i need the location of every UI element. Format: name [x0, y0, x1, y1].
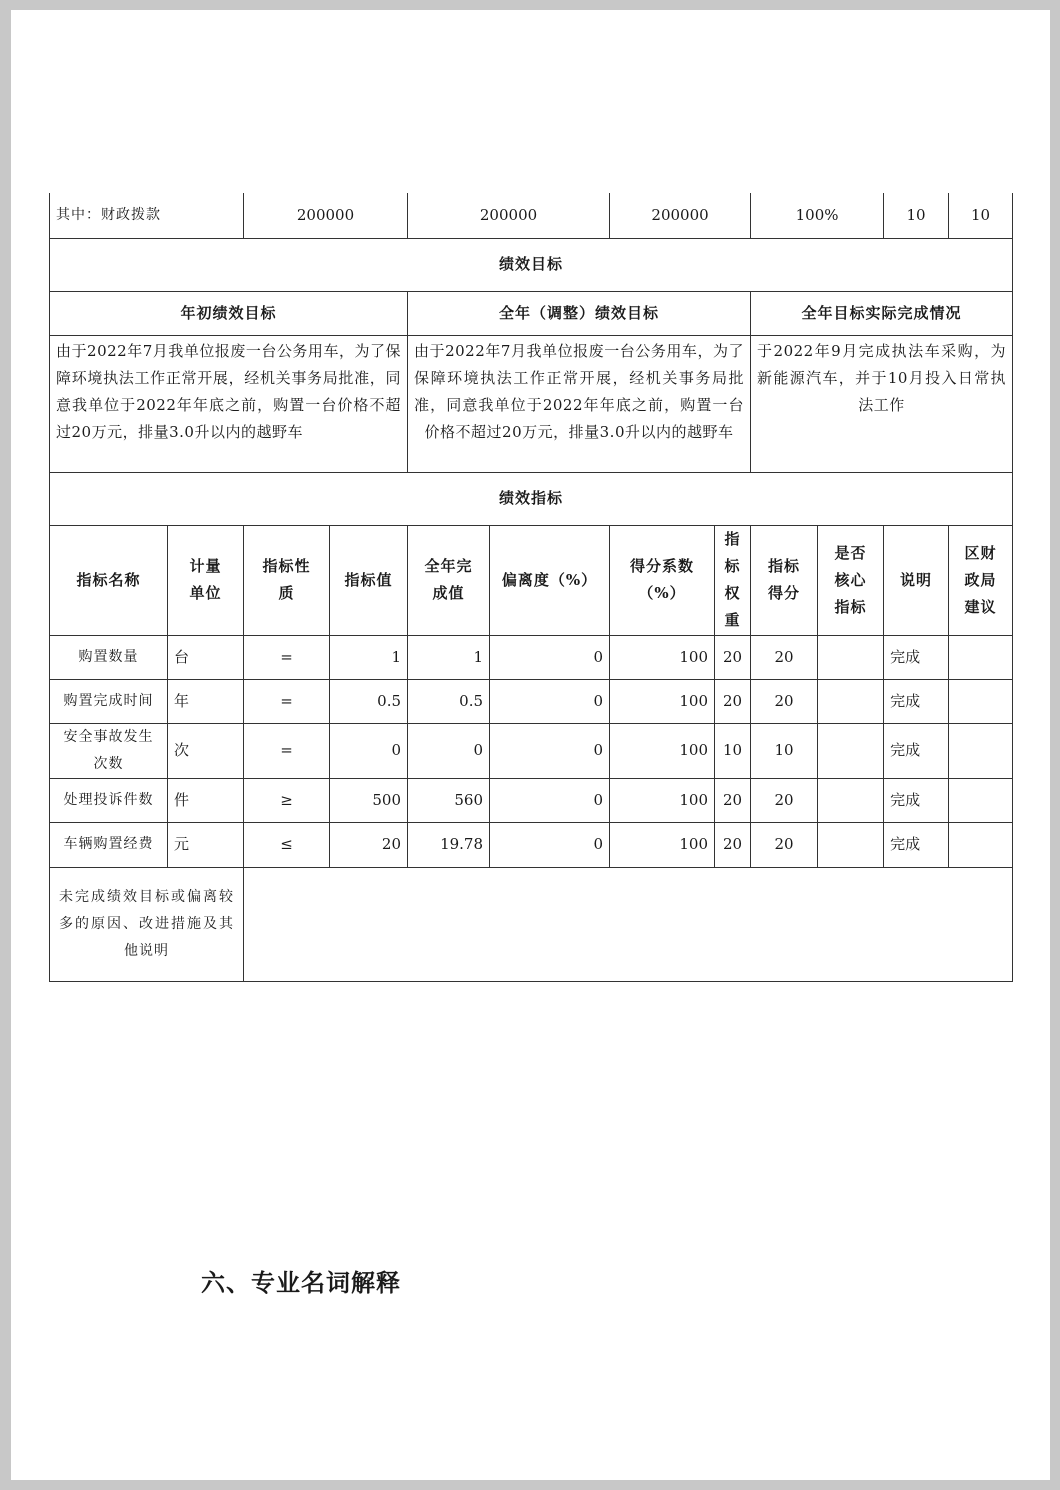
indicator-header-row	[50, 525, 1013, 635]
indicator-core	[818, 778, 884, 822]
indicator-unit: 年	[168, 679, 244, 723]
header-advice: 区财政局建议	[949, 525, 1013, 635]
indicator-actual: 0.5	[408, 679, 490, 723]
indicator-advice	[949, 778, 1013, 822]
header-target: 指标值	[330, 525, 408, 635]
indicator-target: 0.5	[330, 679, 408, 723]
indicator-advice	[949, 723, 1013, 778]
header-unit: 计量单位	[168, 525, 244, 635]
indicator-target: 0	[330, 723, 408, 778]
header-indicator-name: 指标名称	[50, 525, 168, 635]
indicator-weight: 20	[715, 778, 751, 822]
header-nature: 指标性质	[244, 525, 330, 635]
indicator-score: 10	[751, 723, 818, 778]
header-actual: 全年完成值	[408, 525, 490, 635]
funding-row	[50, 193, 1013, 238]
table-row	[50, 723, 1013, 778]
indicator-coefficient: 100	[610, 679, 715, 723]
indicator-nature: =	[244, 723, 330, 778]
indicator-advice	[949, 679, 1013, 723]
table-row	[50, 679, 1013, 723]
indicator-deviation: 0	[490, 822, 610, 867]
indicator-core	[818, 679, 884, 723]
header-note: 说明	[884, 525, 949, 635]
indicator-weight: 10	[715, 723, 751, 778]
indicator-name: 车辆购置经费	[50, 822, 168, 867]
header-score: 指标得分	[751, 525, 818, 635]
indicator-nature: =	[244, 679, 330, 723]
performance-table	[49, 193, 1013, 982]
actual-completion-text: 于2022年9月完成执法车采购，为新能源汽车，并于10月投入日常执法工作	[751, 335, 1013, 472]
indicator-actual: 1	[408, 635, 490, 679]
funding-label: 其中：财政拨款	[50, 193, 244, 238]
indicator-unit: 元	[168, 822, 244, 867]
remarks-label: 未完成绩效目标或偏离较多的原因、改进措施及其他说明	[50, 867, 244, 981]
remarks-row	[50, 867, 1013, 981]
indicator-score: 20	[751, 635, 818, 679]
indicator-note: 完成	[884, 723, 949, 778]
indicator-actual: 560	[408, 778, 490, 822]
actual-completion-header: 全年目标实际完成情况	[751, 291, 1013, 335]
indicator-coefficient: 100	[610, 635, 715, 679]
indicator-name: 购置数量	[50, 635, 168, 679]
goals-section-title: 绩效目标	[50, 238, 1013, 291]
indicator-target: 500	[330, 778, 408, 822]
indicator-note: 完成	[884, 679, 949, 723]
indicator-nature: =	[244, 635, 330, 679]
funding-score: 10	[949, 193, 1013, 238]
indicator-actual: 19.78	[408, 822, 490, 867]
initial-goal-text: 由于2022年7月我单位报废一台公务用车，为了保障环境执法工作正常开展，经机关事务局批准，同意我单位于2022年年底之前，购置一台价格不超过20万元，排量3.0升以内的越野车	[50, 335, 408, 472]
indicator-core	[818, 723, 884, 778]
indicator-coefficient: 100	[610, 723, 715, 778]
indicator-nature: ≤	[244, 822, 330, 867]
indicator-deviation: 0	[490, 723, 610, 778]
indicator-note: 完成	[884, 822, 949, 867]
indicators-section-title: 绩效指标	[50, 472, 1013, 525]
remarks-content	[244, 867, 1013, 981]
table-row	[50, 778, 1013, 822]
indicator-note: 完成	[884, 635, 949, 679]
indicator-core	[818, 822, 884, 867]
indicator-name: 安全事故发生次数	[50, 723, 168, 778]
indicator-coefficient: 100	[610, 778, 715, 822]
table-row	[50, 635, 1013, 679]
indicator-weight: 20	[715, 822, 751, 867]
indicator-deviation: 0	[490, 635, 610, 679]
indicator-advice	[949, 822, 1013, 867]
indicator-target: 20	[330, 822, 408, 867]
header-core: 是否核心指标	[818, 525, 884, 635]
indicator-score: 20	[751, 778, 818, 822]
section-heading: 六、专业名词解释	[201, 1269, 401, 1297]
indicator-core	[818, 635, 884, 679]
initial-goal-header: 年初绩效目标	[50, 291, 408, 335]
indicator-nature: ≥	[244, 778, 330, 822]
adjusted-goal-text: 由于2022年7月我单位报废一台公务用车，为了保障环境执法工作正常开展，经机关事务局批准，同意我单位于2022年年底之前，购置一台价格不超过20万元，排量3.0升以内的越野车	[408, 335, 751, 472]
executed-amount: 200000	[610, 193, 751, 238]
indicator-weight: 20	[715, 679, 751, 723]
indicator-target: 1	[330, 635, 408, 679]
indicator-score: 20	[751, 679, 818, 723]
indicator-note: 完成	[884, 778, 949, 822]
indicator-name: 购置完成时间	[50, 679, 168, 723]
indicator-advice	[949, 635, 1013, 679]
adjusted-goal-header: 全年（调整）绩效目标	[408, 291, 751, 335]
execution-rate: 100%	[751, 193, 884, 238]
header-weight: 指标权重	[715, 525, 751, 635]
header-deviation: 偏离度（%）	[490, 525, 610, 635]
indicator-deviation: 0	[490, 778, 610, 822]
indicator-actual: 0	[408, 723, 490, 778]
indicator-weight: 20	[715, 635, 751, 679]
table-row	[50, 822, 1013, 867]
adjusted-budget: 200000	[408, 193, 610, 238]
indicator-name: 处理投诉件数	[50, 778, 168, 822]
indicator-unit: 件	[168, 778, 244, 822]
indicator-unit: 台	[168, 635, 244, 679]
indicator-unit: 次	[168, 723, 244, 778]
indicator-coefficient: 100	[610, 822, 715, 867]
indicator-score: 20	[751, 822, 818, 867]
initial-budget: 200000	[244, 193, 408, 238]
funding-weight: 10	[884, 193, 949, 238]
indicator-deviation: 0	[490, 679, 610, 723]
header-coefficient: 得分系数（%）	[610, 525, 715, 635]
